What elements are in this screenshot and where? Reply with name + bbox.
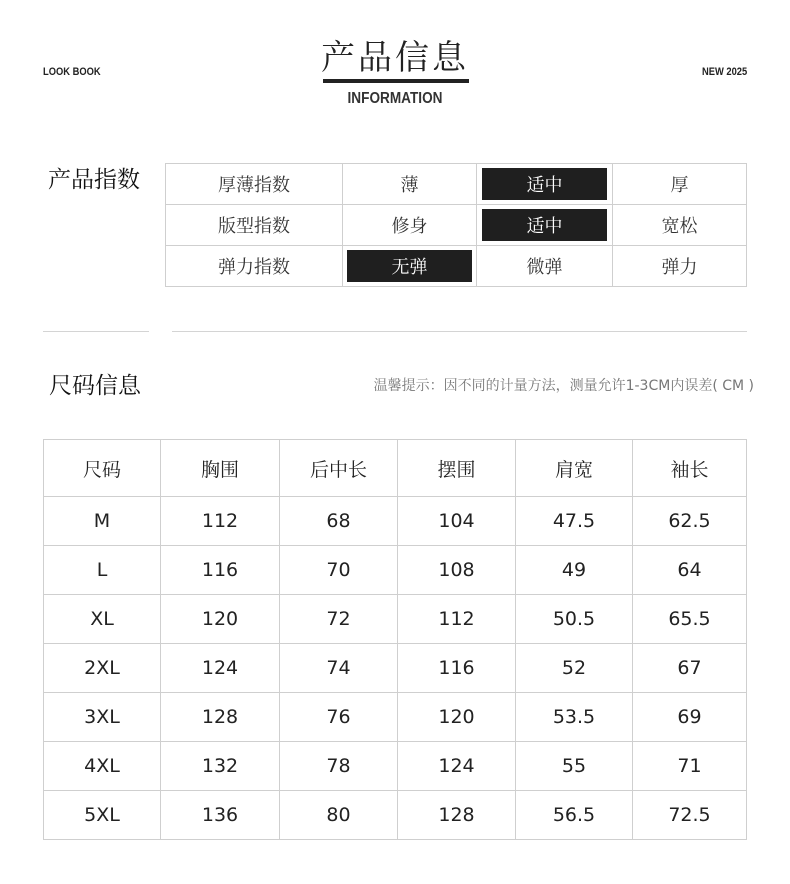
size-column-header: 肩宽: [516, 440, 633, 497]
index-option: 厚: [670, 175, 689, 196]
index-row: [166, 246, 747, 287]
size-cell: XL: [44, 595, 161, 644]
table-row: [44, 644, 747, 693]
size-cell: M: [44, 497, 161, 546]
size-cell: 2XL: [44, 644, 161, 693]
size-cell: 50.5: [516, 595, 633, 644]
size-cell: 76: [280, 693, 398, 742]
index-option-selected: 无弹: [347, 250, 472, 282]
index-option: 薄: [400, 175, 419, 196]
divider-left: [43, 331, 149, 332]
divider-right: [172, 331, 747, 332]
size-column-header: 摆围: [398, 440, 516, 497]
size-cell: 3XL: [44, 693, 161, 742]
size-cell: 62.5: [633, 497, 747, 546]
size-cell: 67: [633, 644, 747, 693]
size-cell: 128: [398, 791, 516, 840]
size-cell: 80: [280, 791, 398, 840]
index-option-selected: 适中: [482, 209, 607, 241]
index-option-cell: [613, 246, 747, 287]
index-option: 宽松: [661, 216, 698, 237]
table-row: [44, 791, 747, 840]
index-option-cell: [613, 164, 747, 205]
size-cell: 104: [398, 497, 516, 546]
page-subtitle: INFORMATION: [347, 90, 443, 107]
size-cell: 65.5: [633, 595, 747, 644]
size-cell: 69: [633, 693, 747, 742]
size-cell: 52: [516, 644, 633, 693]
size-cell: 78: [280, 742, 398, 791]
table-row: [44, 742, 747, 791]
table-row: [44, 595, 747, 644]
title-underline: [323, 79, 469, 83]
size-cell: 116: [398, 644, 516, 693]
size-cell: 71: [633, 742, 747, 791]
index-option-cell: [477, 205, 613, 246]
size-cell: 128: [161, 693, 280, 742]
index-option: 修身: [391, 216, 428, 237]
size-column-header: 袖长: [633, 440, 747, 497]
size-cell: 120: [398, 693, 516, 742]
size-cell: 108: [398, 546, 516, 595]
index-option-cell: [343, 164, 477, 205]
look-book-tag: LOOK BOOK: [43, 66, 101, 78]
measurement-tip: 温馨提示：因不同的计量方法，测量允许1-3CM内误差( CM ): [373, 378, 754, 394]
table-row: [44, 546, 747, 595]
table-row: [44, 693, 747, 742]
size-cell: 120: [161, 595, 280, 644]
size-column-header: 胸围: [161, 440, 280, 497]
size-section-title: 尺码信息: [49, 373, 141, 399]
new-year-tag: NEW 2025: [701, 66, 747, 78]
index-option-cell: [477, 246, 613, 287]
size-cell: 55: [516, 742, 633, 791]
size-cell: 4XL: [44, 742, 161, 791]
size-cell: 56.5: [516, 791, 633, 840]
page-title: 产品信息: [321, 38, 469, 78]
size-cell: 112: [398, 595, 516, 644]
index-row-name: 版型指数: [166, 205, 343, 246]
size-cell: 74: [280, 644, 398, 693]
index-option-cell: [477, 164, 613, 205]
index-option-cell: [343, 246, 477, 287]
size-cell: 72: [280, 595, 398, 644]
index-row: [166, 205, 747, 246]
size-cell: L: [44, 546, 161, 595]
size-cell: 136: [161, 791, 280, 840]
size-table-header: [44, 440, 747, 497]
index-option: 弹力: [661, 257, 698, 278]
index-row-name: 弹力指数: [166, 246, 343, 287]
size-cell: 70: [280, 546, 398, 595]
size-cell: 124: [398, 742, 516, 791]
size-cell: 64: [633, 546, 747, 595]
table-row: [44, 497, 747, 546]
size-cell: 132: [161, 742, 280, 791]
index-option-selected: 适中: [482, 168, 607, 200]
index-table: [165, 163, 747, 287]
size-cell: 49: [516, 546, 633, 595]
index-option-cell: [343, 205, 477, 246]
size-table: [43, 439, 747, 840]
index-section-title: 产品指数: [48, 167, 140, 193]
size-cell: 5XL: [44, 791, 161, 840]
index-option-cell: [613, 205, 747, 246]
size-cell: 53.5: [516, 693, 633, 742]
size-cell: 72.5: [633, 791, 747, 840]
size-cell: 124: [161, 644, 280, 693]
index-row-name: 厚薄指数: [166, 164, 343, 205]
size-column-header: 尺码: [44, 440, 161, 497]
size-cell: 68: [280, 497, 398, 546]
size-cell: 112: [161, 497, 280, 546]
size-cell: 47.5: [516, 497, 633, 546]
index-option: 微弹: [526, 257, 563, 278]
index-row: [166, 164, 747, 205]
size-column-header: 后中长: [280, 440, 398, 497]
size-cell: 116: [161, 546, 280, 595]
